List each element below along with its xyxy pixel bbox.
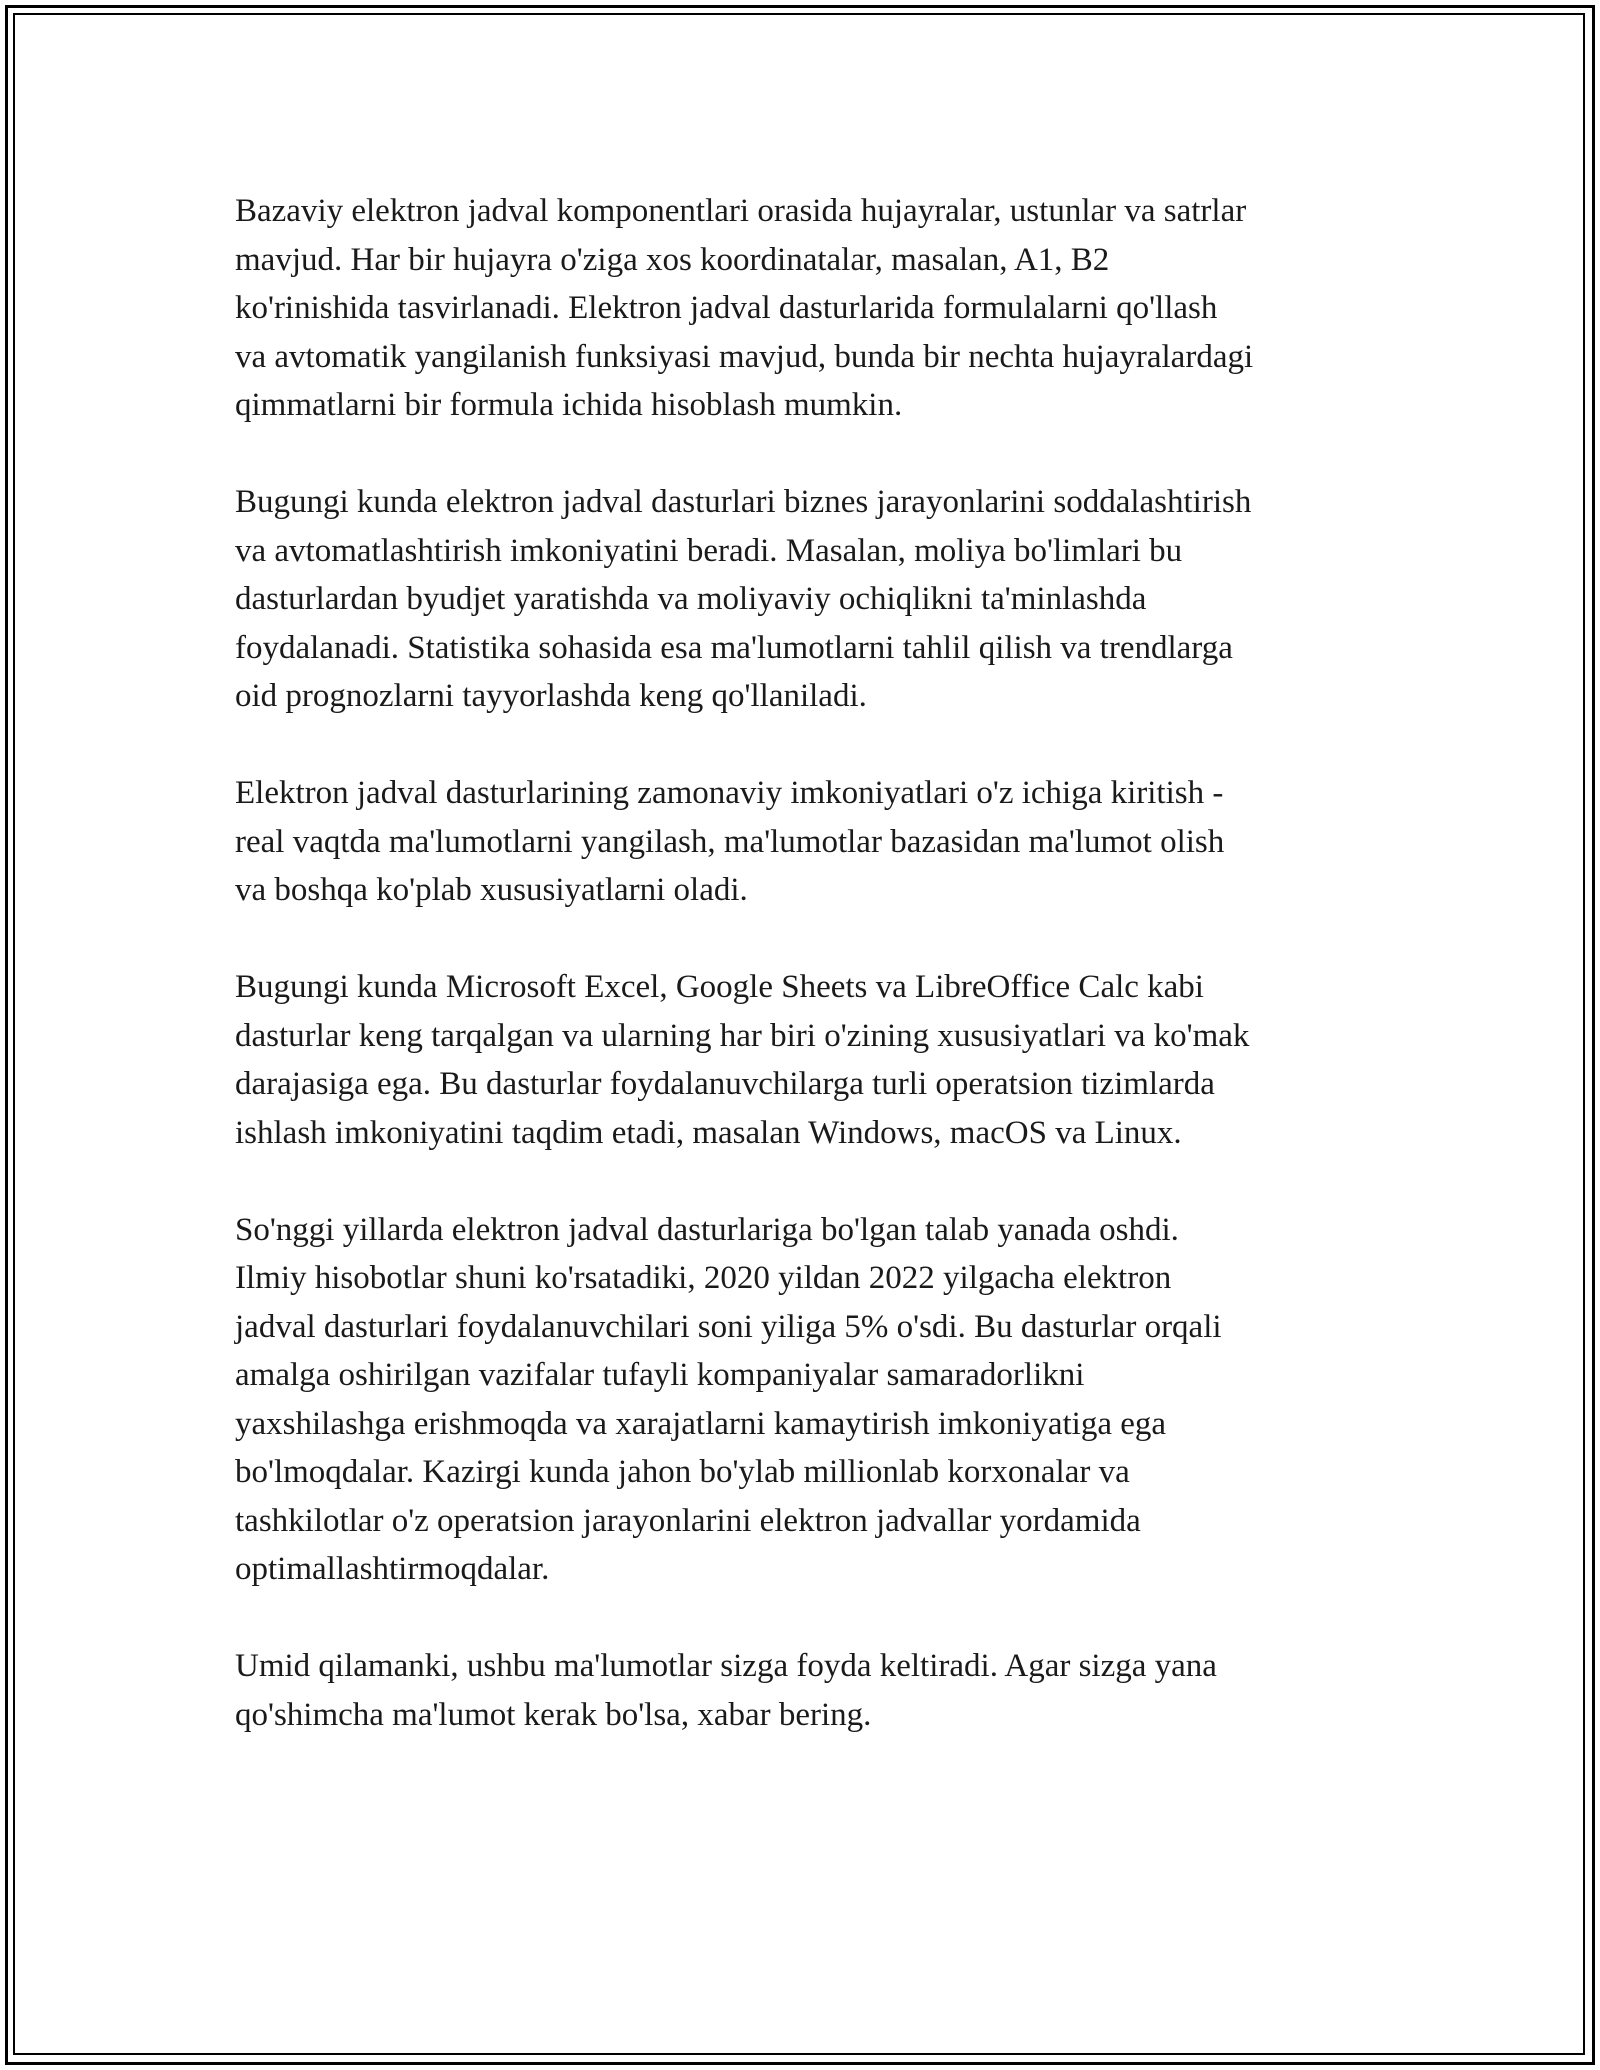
document-body	[235, 187, 1365, 1788]
paragraph-3: Elektron jadval dasturlarining zamonaviy imkoniyatlari o'z ichiga kiritish - real vaqtda ma'lumotlarni yangilash, ma'lumotlar bazasidan ma'lumot olish va boshqa ko'plab xususiyatlarni oladi.	[235, 775, 1225, 908]
paragraph-6: Umid qilamanki, ushbu ma'lumotlar sizga foyda keltiradi. Agar sizga yana qo'shimcha ma'lumot kerak bo'lsa, xabar bering.	[235, 1648, 1217, 1733]
paragraph-1: Bazaviy elektron jadval komponentlari orasida hujayralar, ustunlar va satrlar mavjud. Har bir hujayra o'ziga xos koordinatalar, masalan, A1, B2 ko'rinishida tasvirlanadi. Elektron jadval dasturlarida formulalarni qo'llash va avtomatik yangilanish funksiyasi mavjud, bunda bir nechta hujayralardagi qimmatlarni bir formula ichida hisoblash mumkin.	[235, 193, 1254, 423]
paragraph-2: Bugungi kunda elektron jadval dasturlari biznes jarayonlarini soddalashtirish va avtomatlashtirish imkoniyatini beradi. Masalan, moliya bo'limlari bu dasturlardan byudjet yaratishda va moliyaviy ochiqlikni ta'minlashda foydalanadi. Statistika sohasida esa ma'lumotlarni tahlil qilish va trendlarga oid prognozlarni tayyorlashda keng qo'llaniladi.	[235, 484, 1252, 714]
paragraph-4: Bugungi kunda Microsoft Excel, Google Sheets va LibreOffice Calc kabi dasturlar keng tarqalgan va ularning har biri o'zining xususiyatlari va ko'mak darajasiga ega. Bu dasturlar foydalanuvchilarga turli operatsion tizimlarda ishlash imkoniyatini taqdim etadi, masalan Windows, macOS va Linux.	[235, 969, 1250, 1151]
paragraph-5: So'nggi yillarda elektron jadval dasturlariga bo'lgan talab yanada oshdi. Ilmiy hisobotlar shuni ko'rsatadiki, 2020 yildan 2022 yilgacha elektron jadval dasturlari foydalanuvchilari soni yiliga 5% o'sdi. Bu dasturlar orqali amalga oshirilgan vazifalar tufayli kompaniyalar samaradorlikni yaxshilashga erishmoqda va xarajatlarni kamaytirish imkoniyatiga ega bo'lmoqdalar. Kazirgi kunda jahon bo'ylab millionlab korxonalar va tashkilotlar o'z operatsion jarayonlarini elektron jadvallar yordamida optimallashtirmoqdalar.	[235, 1211, 1222, 1587]
